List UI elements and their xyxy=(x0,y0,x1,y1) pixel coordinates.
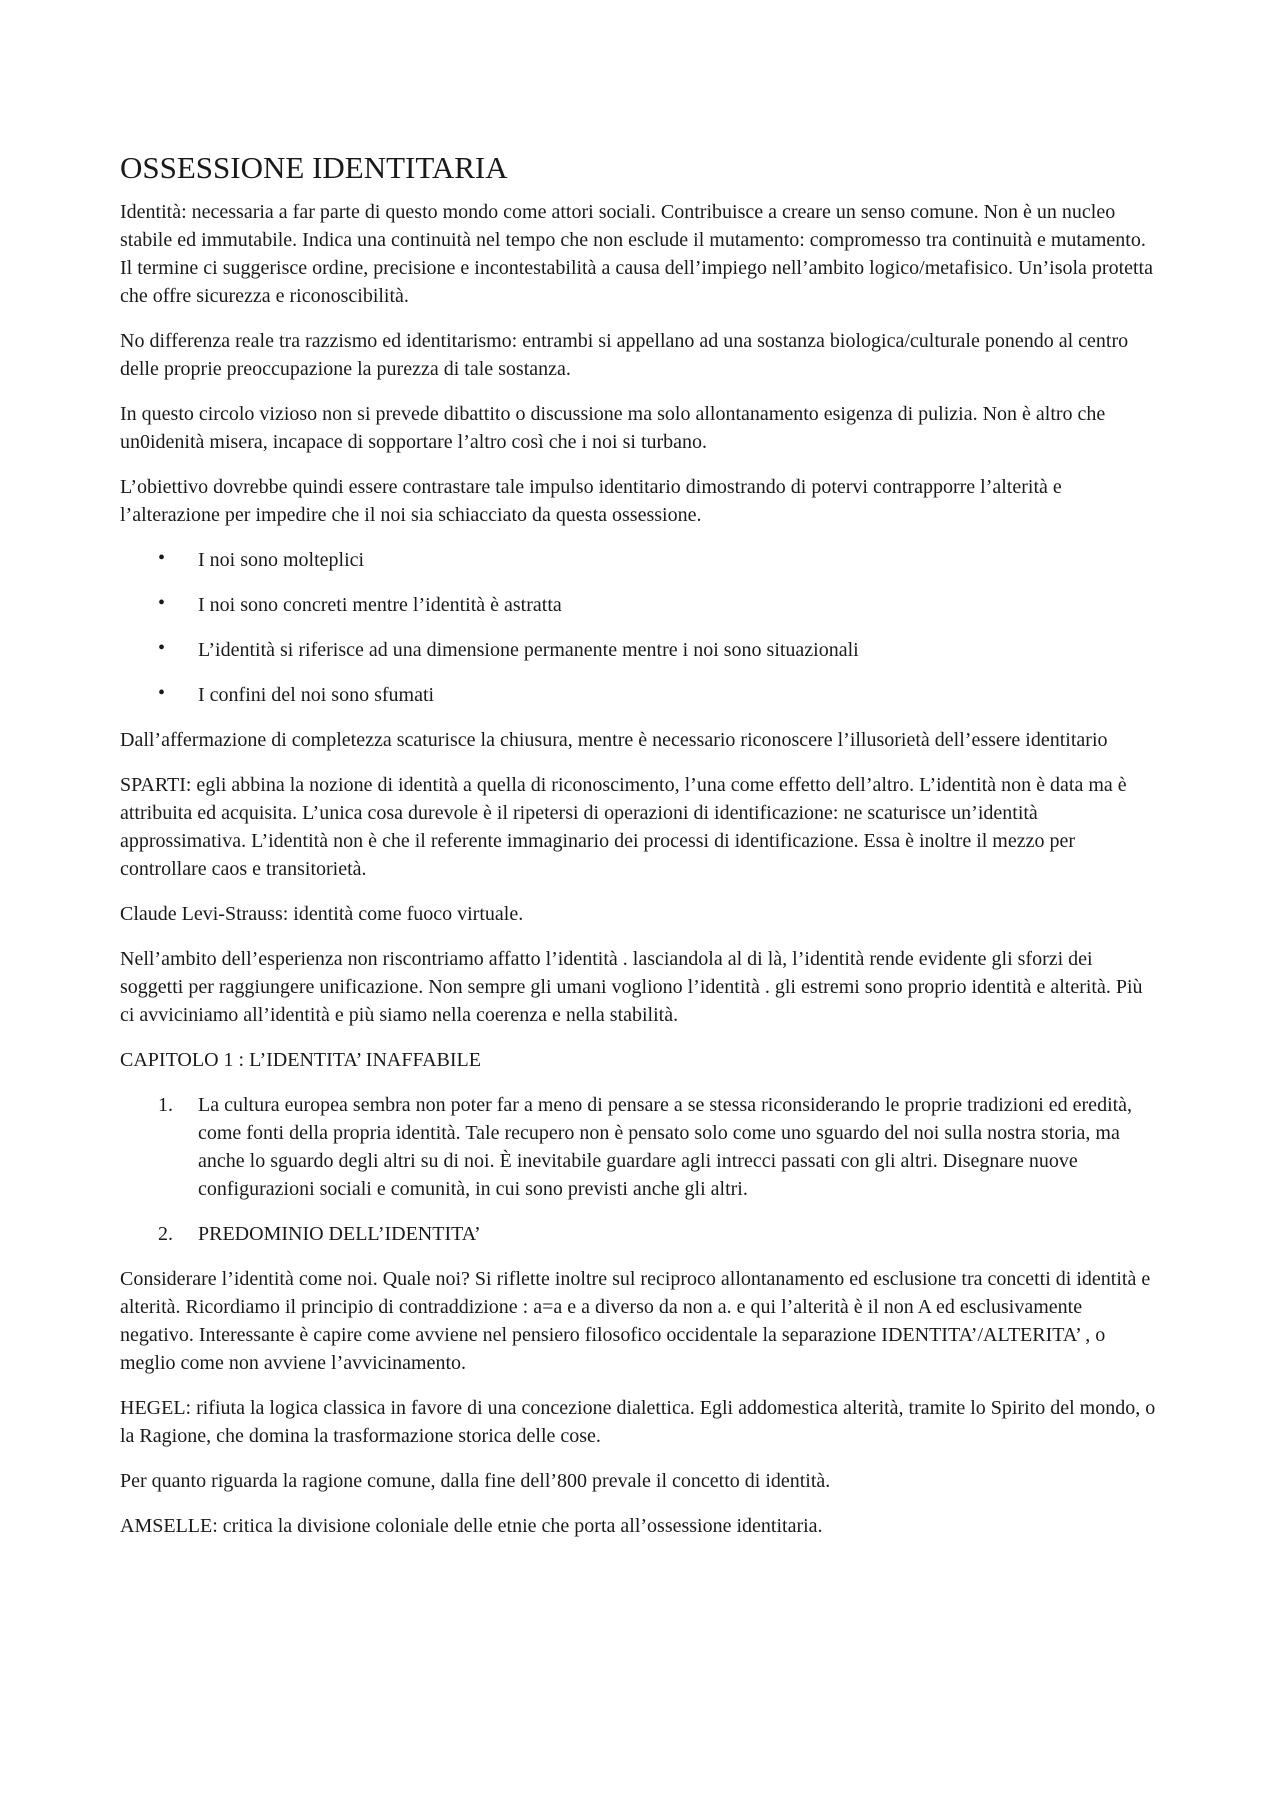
bullet-item xyxy=(120,636,1160,664)
paragraph-razzismo: No differenza reale tra razzismo ed identitarismo: entrambi si appellano ad una sostanza biologica/culturale ponendo al centro delle proprie preoccupazione la purezza di tale sostanza. xyxy=(120,330,1129,380)
bullet-item xyxy=(120,546,1160,574)
bullet-item xyxy=(120,591,1160,619)
bullet-text: I confini del noi sono sfumati xyxy=(198,684,435,706)
item-text: La cultura europea sembra non poter far a meno di pensare a se stessa riconsiderando le proprie tradizioni ed eredità, come fonti della propria identità. Tale recupero non è pensato solo come uno sguardo del noi sulla nostra storia, ma anche lo sguardo degli altri su di noi. È inevitabile guardare agli intrecci passati con gli altri. Disegnare nuove configurazioni sociali e comunità, in cui sono previsti anche gli altri. xyxy=(198,1094,1133,1200)
bullet-list xyxy=(120,546,1160,709)
chapter-heading: CAPITOLO 1 : L’IDENTITA’ INAFFABILE xyxy=(120,1049,481,1071)
paragraph-esperienza: Nell’ambito dell’esperienza non riscontriamo affatto l’identità . lasciandola al di là, l’identità rende evidente gli sforzi dei soggetti per raggiungere unificazione. Non sempre gli umani vogliono l’identità . gli estremi sono proprio identità e alterità. Più ci avviciniamo all’identità e più siamo nella coerenza e nella stabilità. xyxy=(120,948,1143,1026)
paragraph-levi-strauss: Claude Levi-Strauss: identità come fuoco virtuale. xyxy=(120,903,524,925)
item-number: 2. xyxy=(158,1223,173,1245)
paragraph-noi: Considerare l’identità come noi. Quale noi? Si riflette inoltre sul reciproco allontanamento ed esclusione tra concetti di identità e alterità. Ricordiamo il principio di contraddizione : a=a e a diverso da non a. e qui l’alterità è il non A ed esclusivamente negativo. Interessante è capire come avviene nel pensiero filosofico occidentale la separazione IDENTITA’/ALTERITA’ , o meglio come non avviene l’avvicinamento. xyxy=(120,1268,1151,1374)
paragraph-ragione-comune: Per quanto riguarda la ragione comune, dalla fine dell’800 prevale il concetto di identità. xyxy=(120,1470,831,1492)
bullet-icon: • xyxy=(158,592,166,614)
paragraph-hegel: HEGEL: rifiuta la logica classica in favore di una concezione dialettica. Egli addomestica alterità, tramite lo Spirito del mondo, o la Ragione, che domina la trasformazione storica delle cose. xyxy=(120,1397,1156,1447)
bullet-icon: • xyxy=(158,682,166,704)
bullet-icon: • xyxy=(158,547,166,569)
numbered-list xyxy=(120,1091,1160,1248)
paragraph-completezza: Dall’affermazione di completezza scaturisce la chiusura, mentre è necessario riconoscere l’illusorietà dell’essere identitario xyxy=(120,729,1108,751)
bullet-text: I noi sono molteplici xyxy=(198,549,365,571)
paragraph-obiettivo: L’obiettivo dovrebbe quindi essere contrastare tale impulso identitario dimostrando di potervi contrapporre l’alterità e l’alterazione per impedire che il noi sia schiacciato da questa ossessione. xyxy=(120,476,1062,526)
paragraph-identita: Identità: necessaria a far parte di questo mondo come attori sociali. Contribuisce a creare un senso comune. Non è un nucleo stabile ed immutabile. Indica una continuità nel tempo che non esclude il mutamento: compromesso tra continuità e mutamento. Il termine ci suggerisce ordine, precisione e incontestabilità a causa dell’impiego nell’ambito logico/metafisico. Un’isola protetta che offre sicurezza e riconoscibilità. xyxy=(120,201,1153,307)
bullet-text: L’identità si riferisce ad una dimensione permanente mentre i noi sono situazionali xyxy=(198,639,859,661)
bullet-text: I noi sono concreti mentre l’identità è astratta xyxy=(198,594,562,616)
numbered-item xyxy=(120,1220,1160,1248)
paragraph-amselle: AMSELLE: critica la divisione coloniale delle etnie che porta all’ossessione identitaria. xyxy=(120,1515,823,1537)
document-title: OSSESSIONE IDENTITARIA xyxy=(120,150,508,185)
item-number: 1. xyxy=(158,1094,173,1116)
paragraph-circolo-vizioso: In questo circolo vizioso non si prevede dibattito o discussione ma solo allontanamento esigenza di pulizia. Non è altro che un0idenità misera, incapace di sopportare l’altro così che i noi si turbano. xyxy=(120,403,1106,453)
numbered-item xyxy=(120,1091,1160,1203)
paragraph-sparti: SPARTI: egli abbina la nozione di identità a quella di riconoscimento, l’una come effetto dell’altro. L’identità non è data ma è attribuita ed acquisita. L’unica cosa durevole è il ripetersi di operazioni di identificazione: ne scaturisce un’identità approssimativa. L’identità non è che il referente immaginario dei processi di identificazione. Essa è inoltre il mezzo per controllare caos e transitorietà. xyxy=(120,774,1127,880)
bullet-item xyxy=(120,681,1160,709)
bullet-icon: • xyxy=(158,637,166,659)
document-page xyxy=(120,150,1160,1557)
item-text: PREDOMINIO DELL’IDENTITA’ xyxy=(198,1223,481,1245)
